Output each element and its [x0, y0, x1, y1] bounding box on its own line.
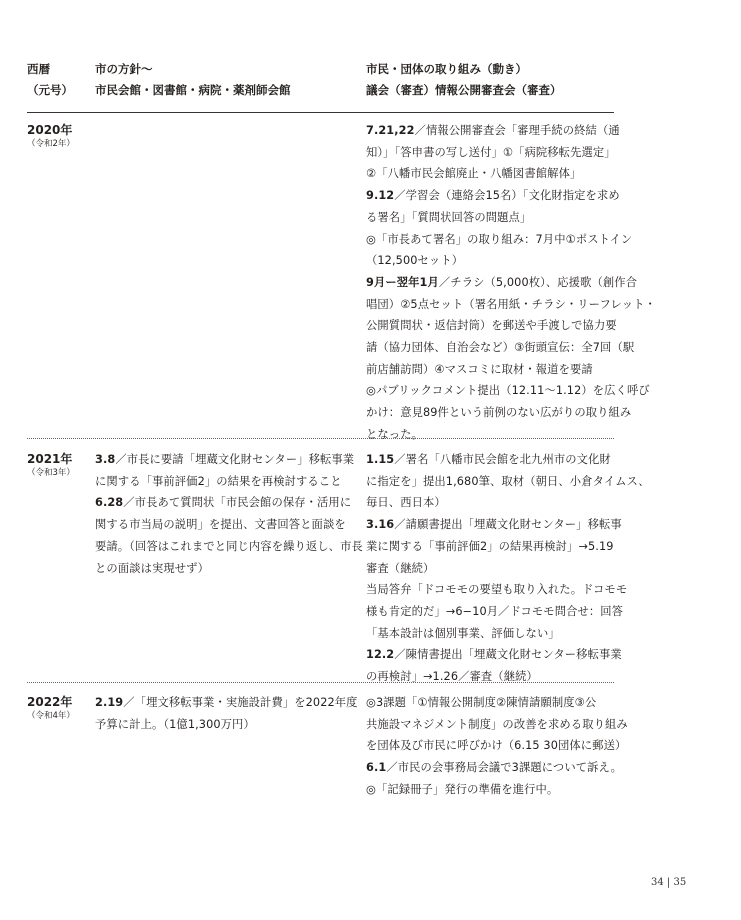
entry-text: 知）」「答申書の写し送付」①「病院移転先選定」: [366, 145, 616, 159]
citizen-actions-2022: [366, 692, 628, 801]
text-line: [366, 579, 628, 601]
text-line: [95, 514, 357, 536]
header-year-label: 西暦: [27, 62, 50, 76]
date-label: 12.2: [366, 648, 395, 662]
entry-text: 唱団）②5点セット（署名用紙・チラシ・リーフレット・: [366, 297, 656, 311]
text-line: [366, 359, 618, 381]
text-line: [366, 558, 618, 580]
text-line: [366, 402, 632, 424]
entry-text: ／市長に要請「埋蔵文化財センター」移転事業: [115, 453, 355, 466]
text-line: [366, 337, 635, 359]
text-line: [95, 692, 357, 714]
text-line: [95, 471, 357, 493]
entry-text: （12,500セット）: [366, 254, 464, 268]
entry-text: ／情報公開審査会「審理手続の終結（通: [414, 124, 620, 137]
date-label: 3.8: [95, 453, 116, 466]
citizen-actions-2021: [366, 449, 650, 688]
era-label: （令和3年）: [27, 468, 75, 478]
text-line: [366, 294, 656, 316]
era-label: （令和2年）: [27, 139, 75, 149]
entry-text: ／市長あて質問状「市民会館の保存・活用に: [123, 496, 352, 510]
entry-text: ②「八幡市民会館廃止・八幡図書館解体」: [366, 167, 582, 181]
entry-text: 共施設マネジメント制度」の改善を求める取り組み: [366, 717, 628, 731]
text-line: [366, 120, 618, 142]
text-line: [366, 779, 618, 801]
entry-text: 要請。（回答はこれまでと同じ内容を繰り返し、市長: [95, 539, 363, 553]
entry-text: ／チラシ（5,000枚）、応援歌（創作合: [438, 275, 638, 289]
year-label: 2022年: [27, 695, 73, 709]
entry-text: の再検討」→1.26／審査（継続）: [366, 670, 538, 684]
entry-text: ◎3課題「①情報公開制度②陳情請願制度③公: [366, 696, 597, 709]
citizen-actions-2020: [366, 120, 656, 446]
entry-text: 公開質問状・返信封筒）を郵送や手渡しで協力要: [366, 319, 617, 333]
entry-text: 毎日、西日本）: [366, 496, 446, 510]
text-line: [366, 471, 650, 493]
header-city-policy-title: 市の方針〜: [95, 62, 153, 76]
text-line: [366, 492, 618, 514]
entry-text: ／学習会（連絡会15名）「文化財指定を求め: [394, 189, 620, 203]
year-label: 2020年: [27, 123, 73, 137]
entry-text: かけ：意見89件という前例のない広がりの取り組み: [366, 406, 632, 420]
city-policy-2022: [95, 692, 357, 735]
entry-text: ◎「記録冊子」発行の準備を進行中。: [366, 782, 559, 796]
entry-text: となった。: [366, 427, 423, 441]
entry-text: に指定を」提出1,680筆、取材（朝日、小倉タイムス、: [366, 474, 650, 488]
entry-text: ◎パブリックコメント提出（12.11〜1.12）を広く呼び: [366, 384, 650, 398]
text-line: [366, 185, 618, 207]
text-line: [366, 142, 618, 164]
text-line: [366, 536, 618, 558]
header-citizen-actions-title: 市民・団体の取り組み（動き）: [366, 62, 527, 76]
text-line: [366, 514, 622, 536]
entry-text: 請（協力団体、自治会など）③街頭宣伝：全7回（駅: [366, 341, 635, 355]
text-line: [366, 757, 622, 779]
entry-text: を団体及び市民に呼びかけ（6.15 30団体に郵送）: [366, 739, 627, 753]
entry-text: ／市民の会事務局会議で3課題について訴え。: [386, 761, 622, 775]
text-line: [95, 536, 363, 558]
date-label: 6.28: [95, 496, 124, 510]
text-line: [366, 692, 618, 714]
date-label: 1.15: [366, 453, 395, 466]
entry-text: 前店舗訪問）④マスコミに取材・報道を要請: [366, 362, 593, 376]
entry-text: る署名」「質問状回答の問題点」: [366, 210, 532, 224]
text-line: [366, 380, 650, 402]
entry-text: 当局答弁「ドコモモの要望も取り入れた。ドコモモ: [366, 583, 628, 597]
entry-text: に関する「事前評価2」の結果を再検討すること: [95, 474, 342, 488]
text-line: [95, 492, 357, 514]
entry-text: 「基本設計は個別事業、評価しない」: [366, 626, 560, 640]
text-line: [366, 207, 618, 229]
year-cell-2022: [27, 695, 75, 722]
entry-text: 審査（継続）: [366, 561, 435, 575]
text-line: [366, 163, 618, 185]
header-city-policy-subtitle: 市民会館・図書館・病院・薬剤師会館: [95, 83, 291, 97]
header-era-label: （元号）: [27, 83, 73, 97]
entry-text: 関する市当局の説明」を提出、文書回答と面談を: [95, 518, 346, 532]
entry-text: との面談は実現せず）: [95, 561, 209, 575]
entry-text: 業に関する「事前評価2」の結果再検討」→5.19: [366, 539, 614, 553]
entry-text: ／「埋文移転事業・実施設計費」を2022年度: [123, 696, 358, 709]
header-year-column: [27, 59, 73, 101]
text-line: [366, 714, 628, 736]
entry-text: 様も肯定的だ」→6−10月／ドコモモ問合せ：回答: [366, 604, 624, 618]
text-line: [95, 558, 357, 580]
text-line: [366, 449, 618, 471]
text-line: [366, 623, 618, 645]
header-divider: [27, 112, 614, 113]
year-cell-2020: [27, 123, 75, 150]
era-label: （令和4年）: [27, 711, 75, 721]
date-label: 7.21,22: [366, 124, 415, 137]
date-label: 6.1: [366, 761, 387, 775]
text-line: [366, 250, 618, 272]
page-number: 34 | 35: [651, 877, 687, 888]
entry-text: ◎「市長あて署名」の取り組み：7月中①ポストイン: [366, 232, 633, 246]
entry-text: ／署名「八幡市民会館を北九州市の文化財: [394, 453, 611, 466]
text-line: [366, 315, 618, 337]
text-line: [366, 735, 627, 757]
entry-text: ／陳情書提出「埋蔵文化財センター移転事業: [394, 648, 622, 662]
year-cell-2021: [27, 452, 75, 479]
date-label: 2.19: [95, 696, 124, 709]
text-line: [366, 229, 633, 251]
entry-text: ／請願書提出「埋蔵文化財センター」移転事: [394, 518, 622, 532]
entry-text: 予算に計上。（1億1,300万円）: [95, 717, 255, 731]
date-label: 9.12: [366, 189, 395, 203]
text-line: [366, 601, 624, 623]
text-line: [366, 644, 622, 666]
city-policy-2021: [95, 449, 363, 579]
text-line: [95, 449, 357, 471]
header-city-policy-column: [95, 59, 291, 101]
text-line: [95, 714, 357, 736]
text-line: [366, 424, 618, 446]
text-line: [366, 272, 638, 294]
year-label: 2021年: [27, 452, 73, 466]
header-council-review-subtitle: 議会（審査）情報公開審査会（審査）: [366, 83, 562, 97]
header-citizen-actions-column: [366, 59, 562, 101]
date-label: 3.16: [366, 518, 395, 532]
text-line: [366, 666, 618, 688]
date-label: 9月ー翌年1月: [366, 275, 439, 289]
